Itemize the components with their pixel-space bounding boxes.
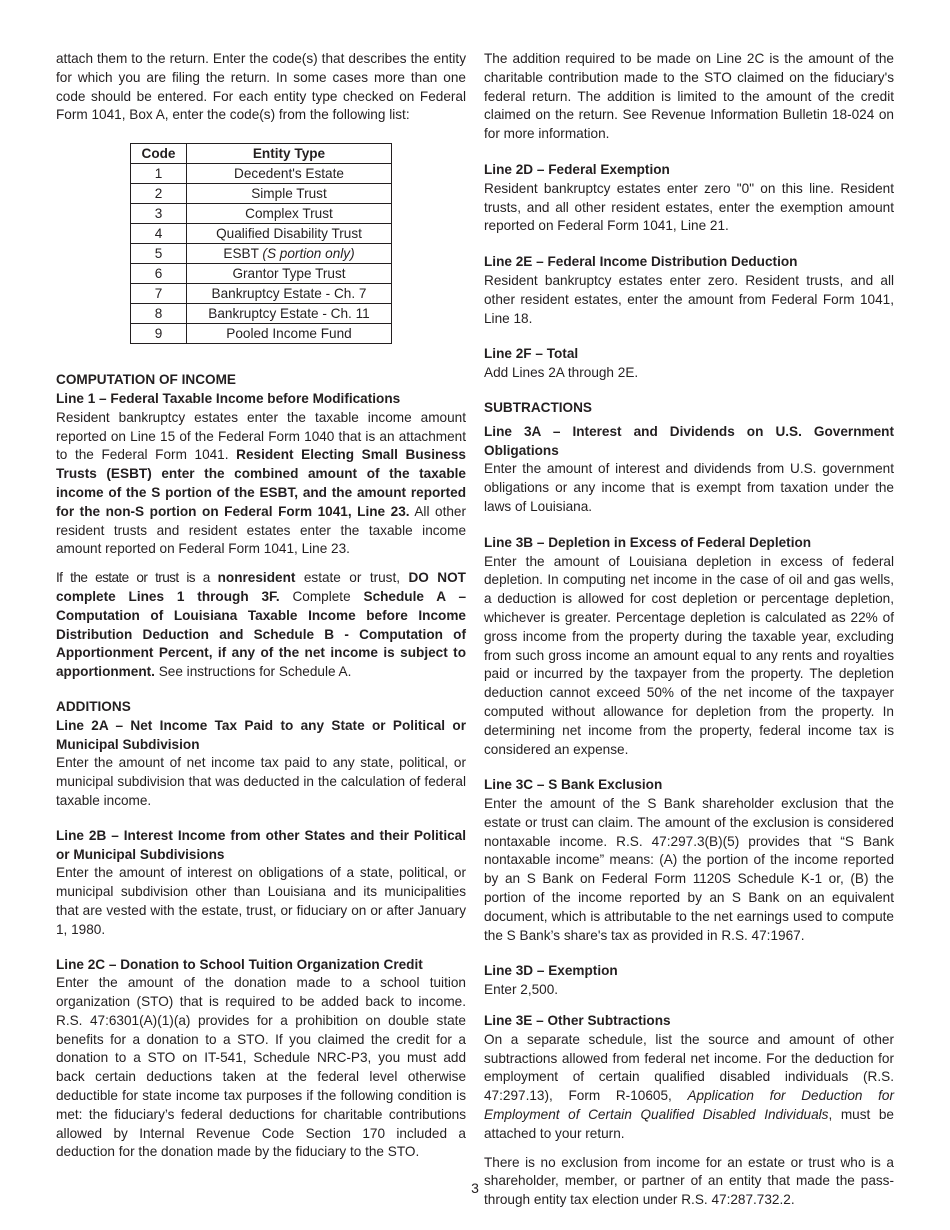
- table-row: [131, 164, 392, 184]
- nonresident-paragraph: [56, 569, 466, 682]
- entity-type-text: ESBT: [223, 246, 259, 262]
- exclusion-note: There is no exclusion from income for an estate or trust who is a shareholder, member, or partner of an entity that made the pass-through entity tax election under R.S. 47:287.732.2.: [484, 1154, 894, 1208]
- computation-of-income-heading: COMPUTATION OF INCOME: [56, 372, 236, 388]
- subtractions-heading: SUBTRACTIONS: [484, 399, 592, 415]
- entity-type-cell: Simple Trust: [187, 184, 392, 204]
- line2c-heading: Line 2C – Donation to School Tuition Organization Credit: [56, 956, 423, 972]
- code-column-header: Code: [131, 144, 187, 164]
- entity-type-cell: Complex Trust: [187, 204, 392, 224]
- intro-paragraph: attach them to the return. Enter the code(s) that describes the entity for which you are filing the return. In some cases more than one code should be entered. For each entity type checked on Federal Form 1041, Box A, enter the code(s) from the following list:: [56, 51, 466, 123]
- line2f-text: Add Lines 2A through 2E.: [484, 365, 639, 381]
- code-cell: 4: [131, 224, 187, 244]
- nonresident-text: Complete: [279, 588, 364, 604]
- code-cell: 5: [131, 244, 187, 264]
- line3b-text: Enter the amount of Louisiana depletion in excess of federal depletion. In computing net income in the case of oil and gas wells, a deduction is allowed for cost depletion or percentage depletion, whichever is greater. Percentage depletion is calculated as 22% of gross income from the property during the taxable year, excluding from such gross income an amount equal to any rents and royalties paid or incurred by the taxpayer from the property. The depletion deduction cannot exceed 50% of the net income of the taxpayer computed without allowance for depletion from the property. In determining net income from the property, federal income tax is considered an expense.: [484, 553, 894, 757]
- code-cell: 9: [131, 324, 187, 344]
- code-cell: 1: [131, 164, 187, 184]
- line1-heading: Line 1 – Federal Taxable Income before Modifications: [56, 390, 401, 406]
- entity-type-cell: Pooled Income Fund: [187, 324, 392, 344]
- line2e-text: Resident bankruptcy estates enter zero. Resident trusts, and all other resident estates, enter the amount from Federal Form 1041, Line 18.: [484, 272, 894, 326]
- entity-type-cell: [187, 244, 392, 264]
- line2d-heading: Line 2D – Federal Exemption: [484, 161, 670, 177]
- line2e-heading: Line 2E – Federal Income Distribution Deduction: [484, 254, 798, 270]
- line3e-text-part: On a separate schedule, list the source and amount of other subtractions allowed from federal net income. For the deduction for employment of certain qualified disabled individuals (R.S. 47:297.13), Form R-10605,: [484, 1031, 894, 1104]
- entity-type-table: [130, 143, 392, 344]
- nonresident-bold: DO NOT complete Lines 1 through 3F.: [56, 570, 466, 604]
- entity-type-note: (S portion only): [262, 246, 355, 262]
- right-column: [484, 50, 894, 1210]
- table-row: [131, 244, 392, 264]
- table-row: [131, 184, 392, 204]
- line2b-heading: Line 2B – Interest Income from other States and their Political or Municipal Subdivisions: [56, 827, 466, 862]
- left-column: [56, 50, 466, 1162]
- line3e-text-part: , must be attached to your return.: [484, 1107, 894, 1141]
- line3c-text: Enter the amount of the S Bank shareholder exclusion that the estate or trust can claim. The amount of the exclusion is considered nontaxable income. R.S. 47:297.3(B)(5) provides that “S Bank nontaxable income” means: (A) the portion of the income reported by an S Bank on Federal Form 1120S Schedule K-1 or, (B) the portion of the income reported by an S Bank on an equivalent document, which is attributable to the net earnings used to compute the S Bank’s share's tax as provided in R.S. 47:1967.: [484, 796, 894, 943]
- code-cell: 2: [131, 184, 187, 204]
- line1-text: [56, 409, 466, 559]
- nonresident-text: estate or trust,: [295, 570, 409, 586]
- code-cell: 6: [131, 264, 187, 284]
- line3e-heading: Line 3E – Other Subtractions: [484, 1013, 671, 1029]
- code-cell: 3: [131, 204, 187, 224]
- table-row: [131, 324, 392, 344]
- table-header-row: [131, 144, 392, 164]
- table-row: [131, 264, 392, 284]
- line3b-heading: Line 3B – Depletion in Excess of Federal Depletion: [484, 534, 812, 550]
- table-row: [131, 284, 392, 304]
- nonresident-bold: Schedule A – Computation of Louisiana Taxable Income before Income Distribution Deduction and Schedule B - Computation of Apportionment Percent, if any of the net income is subject to apportionment.: [56, 588, 467, 680]
- table-row: [131, 224, 392, 244]
- entity-type-cell: Qualified Disability Trust: [187, 224, 392, 244]
- entity-type-cell: Grantor Type Trust: [187, 264, 392, 284]
- line1-text-part: Resident bankruptcy estates enter the taxable income amount reported on Line 15 of the Federal Form 1040 that is an attachment to the Federal Form 1041.: [56, 409, 466, 463]
- line2c-continued-text: The addition required to be made on Line 2C is the amount of the charitable contribution made to the STO claimed on the fiduciary's federal return. The addition is limited to the amount of the credit claimed on the return. See Revenue Information Bulletin 18-024 on for more information.: [484, 51, 894, 142]
- code-cell: 8: [131, 304, 187, 324]
- line3c-heading: Line 3C – S Bank Exclusion: [484, 777, 663, 793]
- nonresident-text: See instructions for Schedule A.: [154, 664, 352, 680]
- line2a-text: Enter the amount of net income tax paid to any state, political, or municipal subdivision that was deducted in the calculation of federal taxable income.: [56, 755, 466, 808]
- nonresident-text: If the estate or trust is a: [56, 570, 218, 586]
- nonresident-bold: nonresident: [217, 570, 296, 586]
- line2a-heading: Line 2A – Net Income Tax Paid to any State or Political or Municipal Subdivision: [56, 717, 466, 752]
- entity-type-column-header: Entity Type: [187, 144, 392, 164]
- line2c-text: Enter the amount of the donation made to a school tuition organization (STO) that is required to be added back to income. R.S. 47:6301(A)(1)(a) provides for a prohibition on double state benefits for a donation to a STO. If you claimed the credit for a donation to a STO on IT-541, Schedule NRC-P3, you must add back certain deductions taken at the federal level otherwise deductible for state income tax purposes if the following condition is met: the fiduciary’s federal deductions for charitable contributions allowed by Internal Revenue Code Section 170 included a deduction for the donation made by the fiduciary to the STO.: [56, 975, 466, 1160]
- line1-text-part: All other resident trusts and resident estates enter the taxable income amount reported on Federal Form 1041, Line 23.: [56, 503, 466, 557]
- line3d-text: Enter 2,500.: [484, 982, 559, 998]
- line3e-form-title: Application for Deduction for Employment of Certain Qualified Disabled Individuals: [484, 1088, 894, 1123]
- page-number: 3: [471, 1180, 479, 1196]
- line3e-text: [484, 1031, 894, 1144]
- line2d-text: Resident bankruptcy estates enter zero "0" on this line. Resident trusts, and all other resident estates, enter the exemption amount reported on Federal Form 1041, Line 21.: [484, 180, 894, 234]
- line3a-text: Enter the amount of interest and dividends from U.S. government obligations or any income that is exempt from taxation under the laws of Louisiana.: [484, 461, 894, 514]
- additions-heading: ADDITIONS: [56, 698, 131, 714]
- code-cell: 7: [131, 284, 187, 304]
- table-row: [131, 204, 392, 224]
- line2f-heading: Line 2F – Total: [484, 346, 579, 362]
- line3a-heading: Line 3A – Interest and Dividends on U.S. Government Obligations: [484, 423, 894, 458]
- entity-type-cell: Decedent's Estate: [187, 164, 392, 184]
- table-row: [131, 304, 392, 324]
- entity-type-cell: Bankruptcy Estate - Ch. 7: [187, 284, 392, 304]
- entity-type-cell: Bankruptcy Estate - Ch. 11: [187, 304, 392, 324]
- line2b-text: Enter the amount of interest on obligations of a state, political, or municipal subdivision other than Louisiana and its municipalities that are vested with the estate, trust, or fiduciary on or after January 1, 1980.: [56, 865, 466, 937]
- line3d-heading: Line 3D – Exemption: [484, 963, 618, 979]
- line1-bold-part: Resident Electing Small Business Trusts (ESBT) enter the combined amount of the taxable income of the S portion of the ESBT, and the amount reported for the non-S portion on Federal Form 1041, Line 23.: [56, 447, 466, 519]
